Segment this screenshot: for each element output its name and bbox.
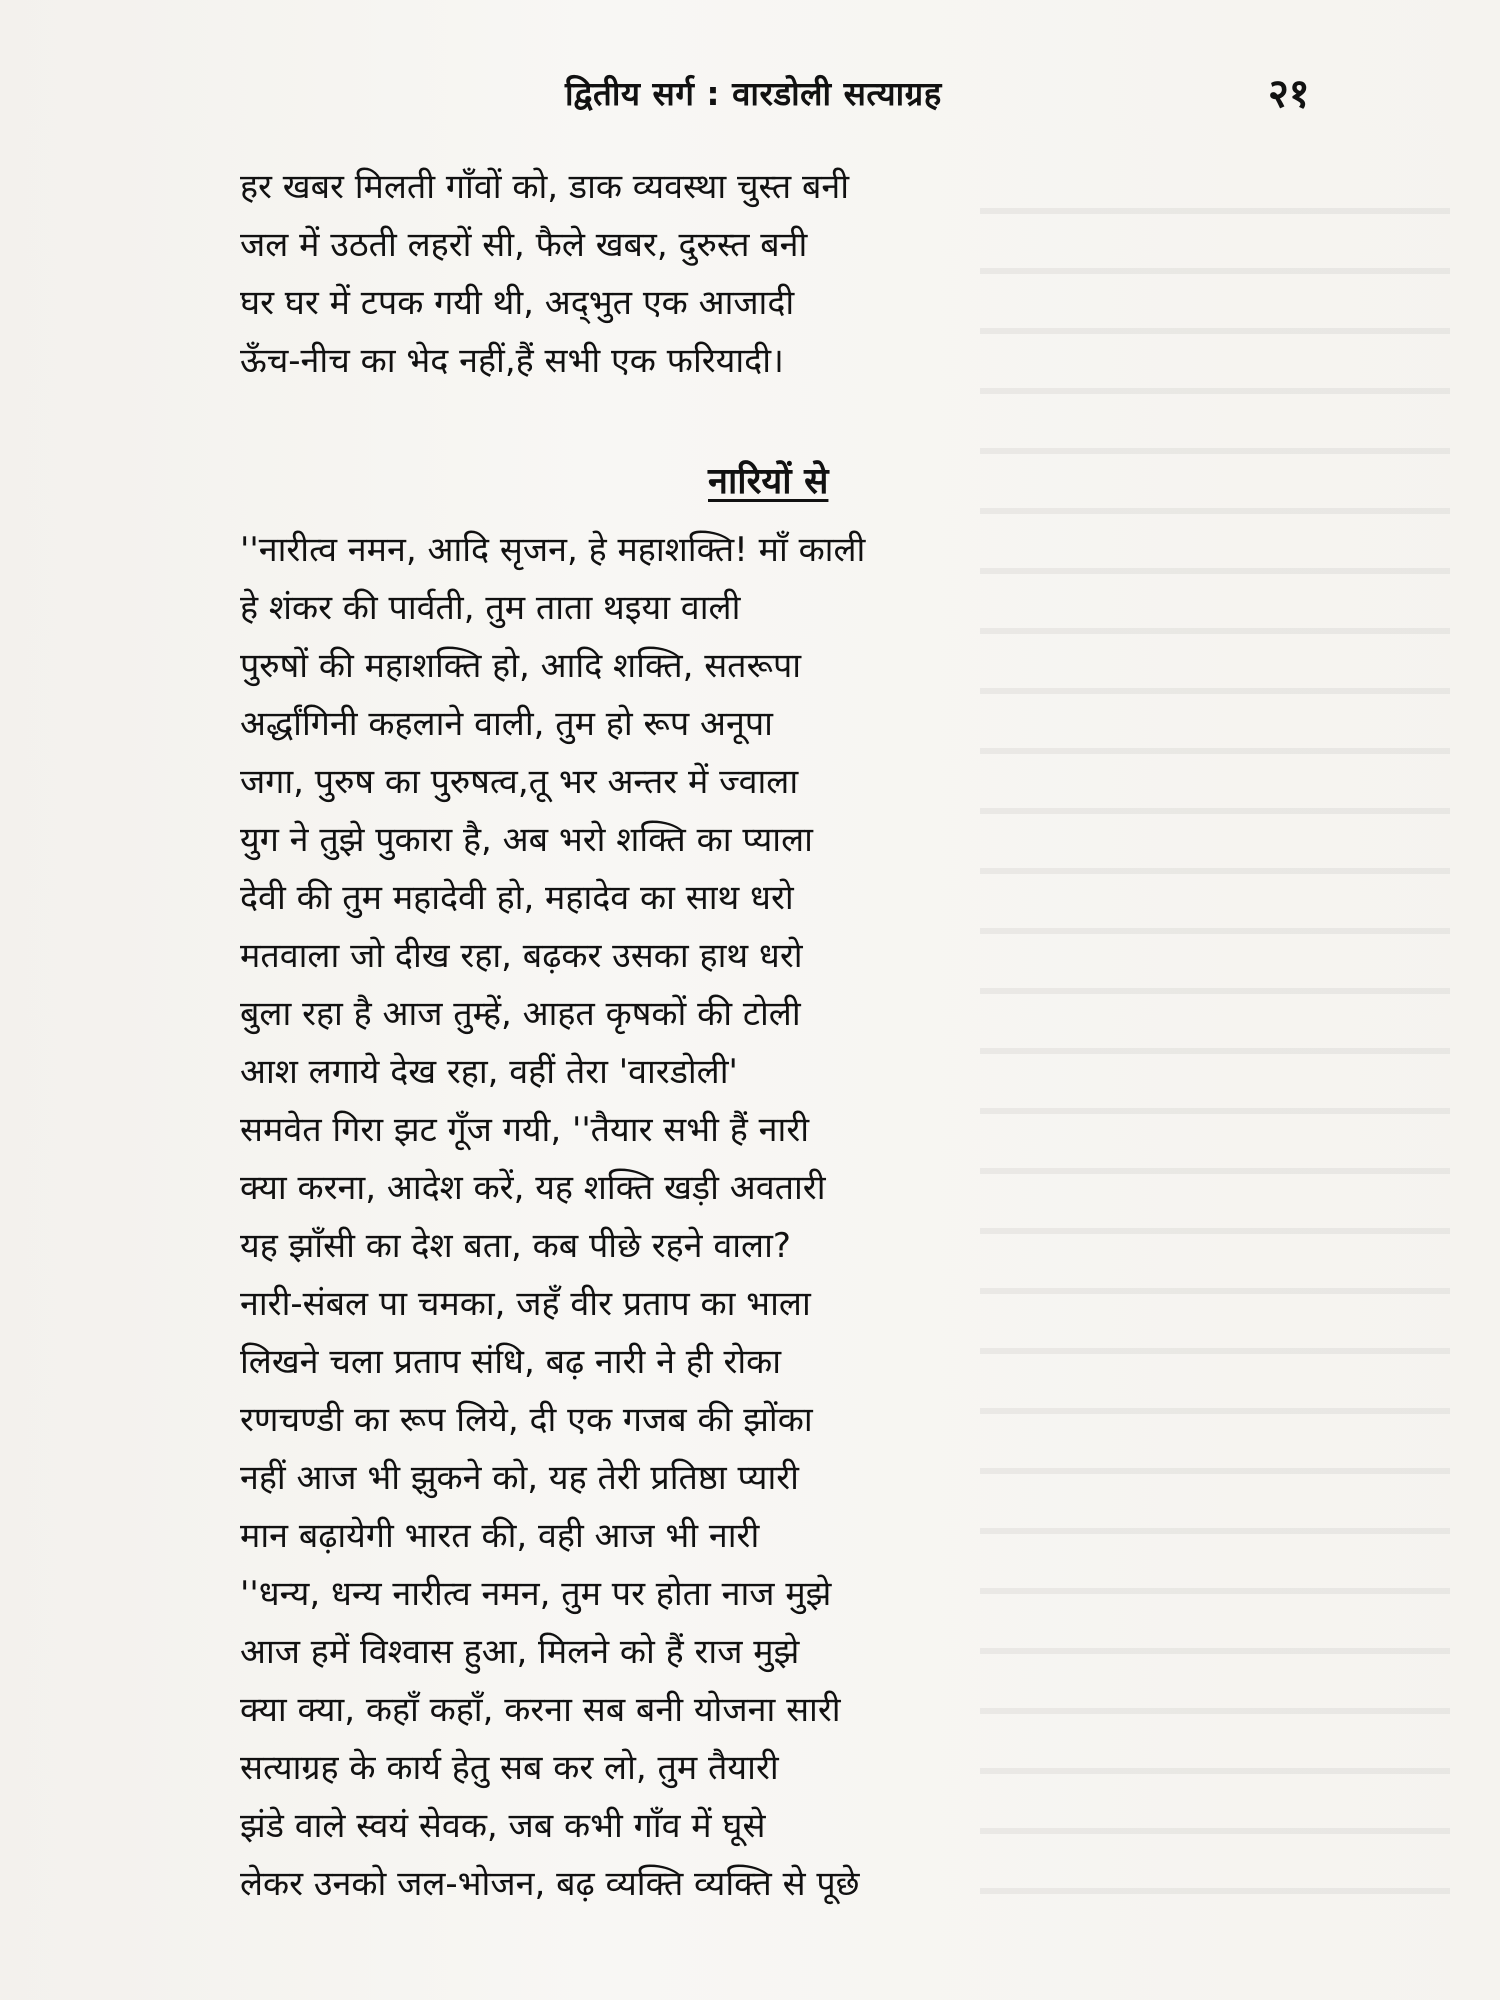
verse-line: समवेत गिरा झट गूँज गयी, ''तैयार सभी हैं नारी <box>240 1110 810 1150</box>
verse-line: ''धन्य, धन्य नारीत्व नमन, तुम पर होता नाज मुझे <box>240 1574 832 1614</box>
running-head-title: द्वितीय सर्ग : वारडोली सत्याग्रह <box>565 74 942 113</box>
verse-line: ''नारीत्व नमन, आदि सृजन, हे महाशक्ति! माँ काली <box>240 530 866 570</box>
verse-line: जगा, पुरुष का पुरुषत्व,तू भर अन्तर में ज्वाला <box>240 762 799 802</box>
verse-line: क्या करना, आदेश करें, यह शक्ति खड़ी अवतारी <box>240 1168 826 1208</box>
verse-line: देवी की तुम महादेवी हो, महादेव का साथ धरो <box>240 878 794 918</box>
verse-line: अर्द्धांगिनी कहलाने वाली, तुम हो रूप अनूपा <box>240 704 773 744</box>
verse-line: रणचण्डी का रूप लिये, दी एक गजब की झोंका <box>240 1400 813 1440</box>
verse-line: झंडे वाले स्वयं सेवक, जब कभी गाँव में घूसे <box>240 1806 766 1846</box>
page-header <box>0 62 1500 122</box>
verse-line: लेकर उनको जल-भोजन, बढ़ व्यक्ति व्यक्ति से पूछे <box>240 1864 860 1904</box>
verse-line: क्या क्या, कहाँ कहाँ, करना सब बनी योजना सारी <box>240 1690 841 1730</box>
verse-line: आश लगाये देख रहा, वहीं तेरा 'वारडोली' <box>240 1052 738 1092</box>
section-heading: नारियों से <box>708 461 829 502</box>
verse-line: हे शंकर की पार्वती, तुम ताता थइया वाली <box>240 588 741 628</box>
verse-line: जल में उठती लहरों सी, फैले खबर, दुरुस्त बनी <box>240 225 808 265</box>
verse-line: नारी-संबल पा चमका, जहँ वीर प्रताप का भाला <box>240 1284 811 1324</box>
verse-line: मतवाला जो दीख रहा, बढ़कर उसका हाथ धरो <box>240 936 803 976</box>
verse-line: आज हमें विश्वास हुआ, मिलने को हैं राज मुझे <box>240 1632 800 1672</box>
page-number: २१ <box>1268 71 1310 117</box>
verse-line: सत्याग्रह के कार्य हेतु सब कर लो, तुम तैयारी <box>240 1748 779 1788</box>
verse-line: पुरुषों की महाशक्ति हो, आदि शक्ति, सतरूपा <box>240 646 802 686</box>
verse-line: बुला रहा है आज तुम्हें, आहत कृषकों की टोली <box>240 994 801 1034</box>
verse-line: लिखने चला प्रताप संधि, बढ़ नारी ने ही रोका <box>240 1342 782 1382</box>
stanza-2 <box>240 521 1060 1913</box>
verse-line: हर खबर मिलती गाँवों को, डाक व्यवस्था चुस्त बनी <box>240 167 850 207</box>
verse-line: मान बढ़ायेगी भारत की, वही आज भी नारी <box>240 1516 760 1556</box>
verse-line: घर घर में टपक गयी थी, अद्‌भुत एक आजादी <box>240 283 795 323</box>
verse-line: युग ने तुझे पुकारा है, अब भरो शक्ति का प्याला <box>240 820 813 860</box>
verse-line: ऊँच-नीच का भेद नहीं,हैं सभी एक फरियादी। <box>240 341 784 381</box>
stanza-1 <box>240 158 1060 390</box>
verse-line: यह झाँसी का देश बता, कब पीछे रहने वाला? <box>240 1226 791 1266</box>
verse-line: नहीं आज भी झुकने को, यह तेरी प्रतिष्ठा प्यारी <box>240 1458 799 1498</box>
